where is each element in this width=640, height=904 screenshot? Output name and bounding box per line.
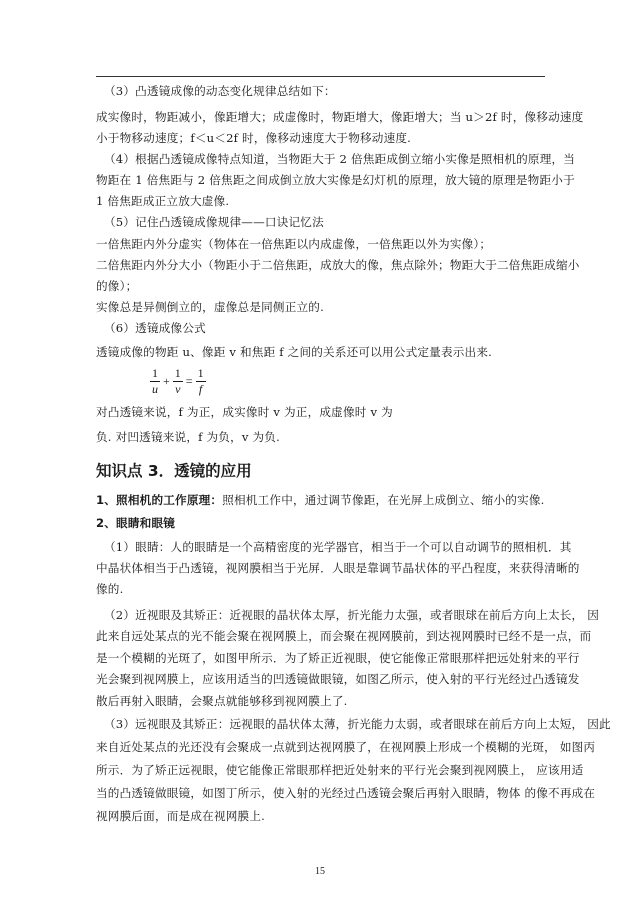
text-line: 一倍焦距内外分虚实（物体在一倍焦距以内成虚像，一倍焦距以外为实像）；	[96, 237, 492, 251]
text-line: 小于物移动速度；f＜u＜2f 时，像移动速度大于物移动速度.	[96, 131, 412, 145]
text-line: （3）凸透镜成像的动态变化规律总结如下：	[104, 84, 336, 98]
paragraph-line: 视网膜后面，而是成在视网膜上.	[96, 809, 265, 823]
equals-sign: =	[185, 374, 193, 388]
paragraph-line: 是一个模糊的光斑了，如图甲所示．为了矫正近视眼，使它能像正常眼那样把远处射来的平行	[96, 651, 580, 665]
paragraph-line: 散后再射入眼睛，会聚点就能够移到视网膜上了.	[96, 694, 348, 708]
paragraph-line: 当的凸透镜做眼镜，如图丁所示，使入射的光经过凸透镜会聚后再射入眼睛，物体 的像不再成在	[96, 786, 596, 800]
paragraph-line: （3）远视眼及其矫正：远视眼的晶状体太薄，折光能力太弱，或者眼球在前后方向上太短， 因此	[104, 717, 611, 731]
paragraph-line: （2）近视眼及其矫正：近视眼的晶状体太厚，折光能力太强，或者眼球在前后方向上太长， 因	[104, 608, 600, 622]
numerator: 1	[152, 366, 158, 380]
item-1-title: 1、照相机的工作原理：	[96, 493, 223, 507]
lens-formula	[150, 367, 206, 396]
fraction-1-over-u	[150, 367, 160, 396]
paragraph-line: 中晶状体相当于凸透镜，视网膜相当于光屏．人眼是靠调节晶状体的平凸程度，来获得清晰的	[96, 561, 580, 575]
paragraph-line: 光会聚到视网膜上，应该用适当的凹透镜做眼镜，如图乙所示，使入射的平行光经过凸透镜发	[96, 672, 580, 686]
item-1-text: 照相机工作中，通过调节像距，在光屏上成倒立、缩小的实像.	[222, 493, 545, 507]
text-line: （5）记住凸透镜成像规律——口诀记忆法	[104, 215, 324, 229]
text-line: 的像）；	[96, 279, 138, 293]
fraction-1-over-v	[173, 367, 183, 396]
fraction-1-over-f	[196, 367, 206, 396]
text-line: 1 倍焦距成正立放大虚像.	[96, 194, 230, 208]
text-line: （4）根据凸透镜成像特点知道，当物距大于 2 倍焦距成倒立缩小实像是照相机的原理，当	[104, 152, 576, 166]
paragraph-line: （1）眼睛：人的眼睛是一个高精密度的光学器官，相当于一个可以自动调节的照相机．其	[104, 540, 572, 554]
text-line: 成实像时，物距减小，像距增大；成虚像时，物距增大，像距增大；当 u＞2f 时，像移动速度	[96, 110, 584, 124]
text-line: 对凸透镜来说，f 为正，成实像时 v 为正，成虚像时 v 为	[96, 405, 393, 419]
numerator: 1	[197, 366, 204, 380]
text-line: 实像总是异侧倒立的，虚像总是同侧正立的.	[96, 300, 324, 314]
numerator: 1	[174, 366, 181, 380]
header-rule	[96, 76, 545, 77]
paragraph-line: 此来自远处某点的光不能会聚在视网膜上，而会聚在视网膜前，到达视网膜时已经不是一点，而	[96, 629, 592, 643]
text-line: 物距在 1 倍焦距与 2 倍焦距之间成倒立放大实像是幻灯机的原理，放大镜的原理是物距小于	[96, 173, 575, 187]
text-line: 负. 对凹透镜来说，f 为负，v 为负.	[96, 430, 280, 444]
paragraph-line: 来自近处某点的光还没有会聚成一点就到达视网膜了，在视网膜上形成一个模糊的光斑， 如图丙	[96, 740, 596, 754]
item-2-title: 2、眼睛和眼镜	[96, 516, 176, 530]
text-line: （6）透镜成像公式	[104, 321, 206, 335]
paragraph-line: 所示．为了矫正远视眼，使它能像正常眼那样把近处射来的平行光会聚到视网膜上， 应该用适	[96, 763, 584, 777]
text-line: 二倍焦距内外分大小（物距小于二倍焦距，成放大的像，焦点除外；物距大于二倍焦距成缩小	[96, 258, 580, 272]
denominator: v	[175, 382, 181, 396]
item-1-line	[96, 493, 545, 507]
denominator: f	[198, 382, 203, 396]
text-line: 透镜成像的物距 u、像距 v 和焦距 f 之间的关系还可以用公式定量表示出来.	[96, 345, 493, 359]
page-number: 15	[315, 866, 325, 877]
plus-sign: +	[163, 374, 170, 388]
paragraph-line: 像的.	[96, 582, 124, 596]
section-heading: 知识点 3．透镜的应用	[96, 462, 252, 480]
denominator: u	[152, 382, 158, 396]
